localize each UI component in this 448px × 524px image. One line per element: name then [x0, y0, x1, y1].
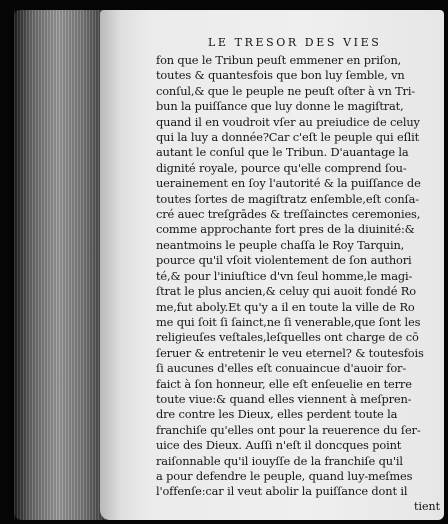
text-line: raiſonnable qu'il iouyſſe de la franchiſe qu'il [156, 453, 403, 468]
text-line: l'offenſe:car il veut abolir la puiſſance dont il [156, 484, 408, 499]
book-page [100, 10, 444, 520]
text-line: me,fut aboly.Et qu'y a il en toute la ville de Ro [156, 299, 415, 314]
text-line: uerainement en ſoy l'autorité & la puiſſance de [156, 176, 421, 191]
text-line: cré auec treſgrādes & treſſainctes ceremonies, [156, 207, 421, 222]
text-line: religieuſes veſtales,leſquelles ont charge de cō [156, 330, 419, 345]
text-line: autant le conſul que le Tribun. D'auantage la [156, 145, 409, 160]
text-block [156, 36, 442, 514]
book-fore-edge [14, 10, 112, 520]
text-line: dre contre les Dieux, elles perdent toute la [156, 407, 398, 422]
text-line: faict à ſon honneur, elle eſt enſeuelie en terre [156, 376, 412, 391]
catchword: tient [414, 499, 440, 513]
running-head: LE TRESOR DES VIES [208, 36, 382, 49]
text-line: franchiſe qu'elles ont pour la reuerence du ſer- [156, 422, 421, 437]
text-line: me qui ſoit ſi ſainct,ne ſi venerable,que ſont les [156, 314, 421, 329]
text-line: toute viue:& quand elles viennent à meſpren- [156, 391, 412, 406]
text-line: comme approchante fort pres de la diuinité:& [156, 222, 415, 237]
text-line: ſeruer & entretenir le veu eternel? & toutesfois [156, 345, 424, 360]
text-line: bun la puiſſance que luy donne le magiſtrat, [156, 99, 404, 114]
text-line: conſul,& que le peuple ne peuſt oſter à vn Tri- [156, 83, 416, 98]
text-line: ſtrat le plus ancien,& celuy qui auoit fondé Ro [156, 284, 416, 299]
text-line: té,& pour l'iniuſtice d'vn ſeul homme,le magi- [156, 268, 413, 283]
text-line: uice des Dieux. Auſſi n'eſt il doncques point [156, 438, 402, 453]
text-line: qui la luy a donnée?Car c'eſt le peuple qui eſlit [156, 130, 420, 145]
text-line: dignité royale, pource qu'elle comprend ſou- [156, 160, 407, 175]
text-line: fon que le Tribun peuſt emmener en priſon, [156, 53, 402, 67]
text-line: quand il en voudroit vſer au preiudice de celuy [156, 114, 420, 129]
text-line: ſi aucunes d'elles eſt conuaincue d'auoir for- [156, 361, 407, 376]
text-line: a pour defendre le peuple, quand luy-meſmes [156, 468, 413, 483]
text-line: neantmoins le peuple chaſſa le Roy Tarquin, [156, 237, 405, 252]
text-line: pource qu'il vſoit violentement de ſon authori [156, 253, 412, 268]
text-line: toutes ſortes de magiſtratz enſemble,eſt conſa- [156, 191, 419, 206]
text-line: toutes & quantesfois que bon luy ſemble, vn [156, 68, 405, 83]
